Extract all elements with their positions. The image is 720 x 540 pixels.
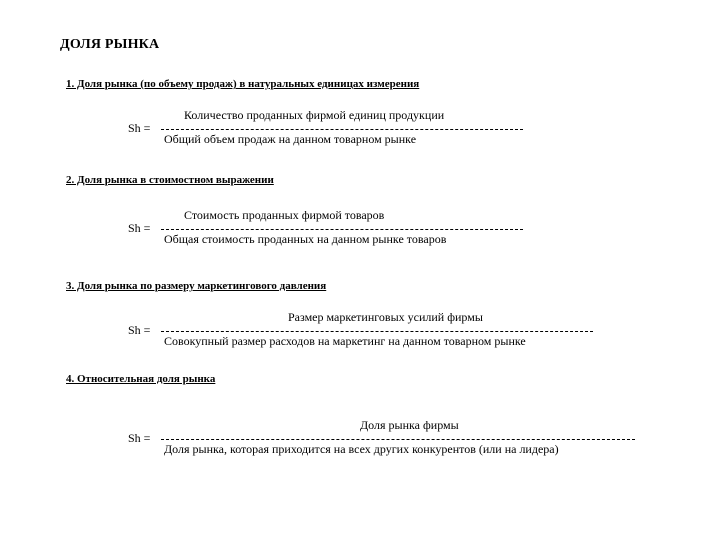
- section-3-fraction-bar: [161, 331, 593, 332]
- section-4-fraction-bar: [161, 439, 635, 440]
- section-2-fraction-bar: [161, 229, 523, 230]
- section-1-denominator: Общий объем продаж на данном товарном рынке: [164, 132, 417, 146]
- section-2-numerator: Стоимость проданных фирмой товаров: [184, 208, 385, 222]
- section-2-lhs: Sh =: [128, 221, 151, 235]
- section-1-formula: [128, 108, 688, 148]
- section-2-denominator: Общая стоимость проданных на данном рынке товаров: [164, 232, 447, 246]
- section-4-formula: [128, 418, 688, 458]
- section-1-numerator: Количество проданных фирмой единиц продукции: [184, 108, 445, 122]
- section-1-heading: 1. Доля рынка (по объему продаж) в натуральных единицах измерения: [66, 78, 420, 90]
- section-3-lhs: Sh =: [128, 323, 151, 337]
- section-1-lhs: Sh =: [128, 121, 151, 135]
- section-3-formula: [128, 310, 688, 350]
- page-title: ДОЛЯ РЫНКА: [60, 37, 160, 52]
- section-3-heading: 3. Доля рынка по размеру маркетингового давления: [66, 280, 327, 292]
- section-2-heading: 2. Доля рынка в стоимостном выражении: [66, 174, 274, 186]
- section-4-lhs: Sh =: [128, 431, 151, 445]
- section-3-numerator: Размер маркетинговых усилий фирмы: [288, 310, 483, 324]
- section-1-fraction-bar: [161, 129, 523, 130]
- section-2-formula: [128, 208, 688, 248]
- section-4-numerator: Доля рынка фирмы: [360, 418, 459, 432]
- section-3-denominator: Совокупный размер расходов на маркетинг на данном товарном рынке: [164, 334, 526, 348]
- section-4-denominator: Доля рынка, которая приходится на всех других конкурентов (или на лидера): [164, 442, 559, 456]
- section-4-heading: 4. Относительная доля рынка: [66, 373, 216, 385]
